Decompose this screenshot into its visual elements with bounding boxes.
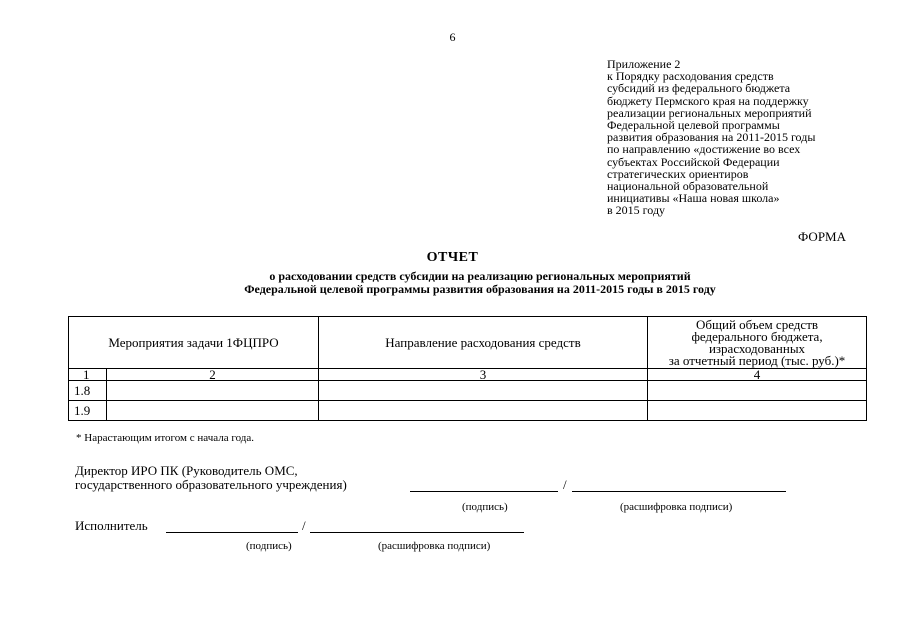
- appendix-line: субъектах Российской Федерации: [607, 154, 780, 169]
- forma-label: ФОРМА: [798, 229, 846, 244]
- executor-decoding-caption: (расшифровка подписи): [378, 540, 491, 552]
- report-subtitle-line-1: о расходовании средств субсидии на реализацию региональных мероприятий: [269, 269, 691, 283]
- appendix-line: инициативы «Наша новая школа»: [607, 191, 780, 206]
- director-decoding-caption: (расшифровка подписи): [620, 501, 733, 513]
- report-subtitle: [120, 270, 840, 296]
- table-header-row: [69, 317, 867, 369]
- header-activities: Мероприятия задачи 1ФЦПРО: [69, 317, 319, 369]
- executor-label: Исполнитель: [75, 518, 148, 533]
- header-total-amount: [648, 317, 867, 369]
- row-activity-cell[interactable]: [107, 401, 319, 421]
- column-number: 1: [69, 369, 107, 381]
- page-number: 6: [449, 30, 456, 44]
- row-amount-cell[interactable]: [648, 381, 867, 401]
- appendix-line: в 2015 году: [607, 203, 666, 218]
- header-amount-line: федерального бюджета,: [691, 328, 823, 344]
- director-signature-caption: (подпись): [462, 501, 508, 513]
- report-subtitle-line-2: Федеральной целевой программы развития образования на 2011-2015 годы в 2015 году: [244, 282, 716, 296]
- appendix-line: Приложение 2: [607, 57, 681, 71]
- director-label-line-2: государственного образовательного учреждения): [75, 477, 347, 492]
- column-number: 2: [107, 369, 319, 381]
- header-amount-line: Общий объем средств: [696, 316, 819, 332]
- director-label-line-1: Директор ИРО ПК (Руководитель ОМС,: [75, 463, 298, 478]
- column-number-row: [69, 369, 867, 381]
- appendix-line: Федеральной целевой программы: [607, 118, 780, 133]
- row-code: 1.9: [69, 401, 107, 421]
- appendix-block: [607, 58, 877, 217]
- header-direction: Направление расходования средств: [319, 317, 648, 369]
- row-direction-cell[interactable]: [319, 381, 648, 401]
- header-amount-line: израсходованных: [708, 340, 806, 356]
- executor-decoding-line[interactable]: [310, 532, 524, 533]
- executor-signature-caption: (подпись): [246, 540, 292, 552]
- row-activity-cell[interactable]: [107, 381, 319, 401]
- appendix-line: бюджету Пермского края на поддержку: [607, 93, 809, 108]
- appendix-line: по направлению «достижение во всех: [607, 142, 801, 157]
- column-number: 3: [319, 369, 648, 381]
- table-row: [69, 381, 867, 401]
- row-direction-cell[interactable]: [319, 401, 648, 421]
- director-decoding-line[interactable]: [572, 491, 786, 492]
- footnote: * Нарастающим итогом с начала года.: [76, 432, 254, 444]
- row-amount-cell[interactable]: [648, 401, 867, 421]
- executor-slash: /: [302, 518, 306, 533]
- table-row: [69, 401, 867, 421]
- executor-signature-line[interactable]: [166, 532, 298, 533]
- appendix-line: национальной образовательной: [607, 179, 769, 194]
- appendix-line: развития образования на 2011-2015 годы: [607, 130, 816, 145]
- director-label: [75, 464, 347, 492]
- director-signature-line[interactable]: [410, 491, 558, 492]
- report-table: [68, 316, 867, 421]
- column-number: 4: [648, 369, 867, 381]
- appendix-line: субсидий из федерального бюджета: [607, 81, 791, 96]
- row-code: 1.8: [69, 381, 107, 401]
- report-title: ОТЧЕТ: [426, 250, 479, 265]
- appendix-line: стратегических ориентиров: [607, 166, 749, 181]
- appendix-line: реализации региональных мероприятий: [607, 105, 812, 120]
- appendix-line: к Порядку расходования средств: [607, 69, 774, 84]
- director-slash: /: [563, 477, 567, 492]
- header-amount-line: за отчетный период (тыс. руб.)*: [668, 352, 846, 368]
